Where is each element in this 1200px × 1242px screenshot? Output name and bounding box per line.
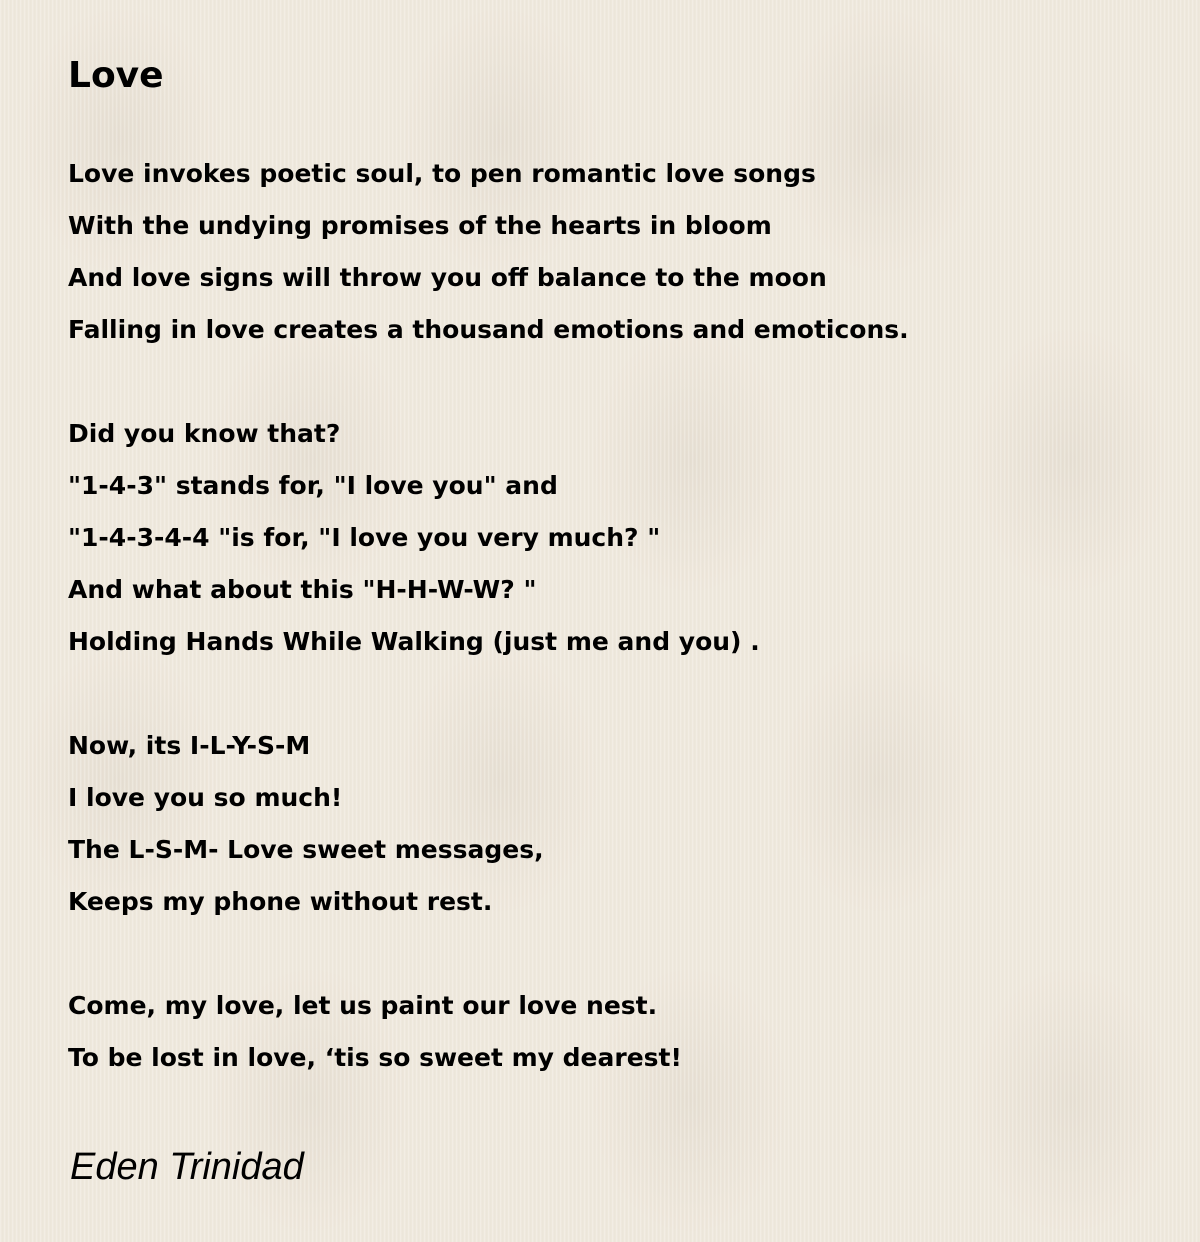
poem-line: Falling in love creates a thousand emotions and emoticons.	[68, 315, 909, 344]
poem-line: Come, my love, let us paint our love nest.	[68, 991, 658, 1020]
stanza-3	[68, 720, 1148, 928]
poem-line: Keeps my phone without rest.	[68, 887, 493, 916]
poem-line: Holding Hands While Walking (just me and you) .	[68, 627, 760, 656]
stanza-1	[68, 148, 1148, 356]
poem-line: And love signs will throw you off balance to the moon	[68, 263, 827, 292]
poem-line: Did you know that?	[68, 419, 341, 448]
poem-title: Love	[68, 55, 164, 96]
poem-line: Now, its I-L-Y-S-M	[68, 731, 311, 760]
poem-line: To be lost in love, ‘tis so sweet my dearest!	[68, 1043, 682, 1072]
poem-line: Love invokes poetic soul, to pen romantic love songs	[68, 159, 816, 188]
poem-line: And what about this "H-H-W-W? "	[68, 575, 537, 604]
poem-author: Eden Trinidad	[70, 1146, 304, 1188]
poem-line: I love you so much!	[68, 783, 343, 812]
poem-card	[68, 50, 1148, 1084]
poem-line: "1-4-3-4-4 "is for, "I love you very much? "	[68, 523, 661, 552]
stanza-4	[68, 980, 1148, 1084]
poem-line: The L-S-M- Love sweet messages,	[68, 835, 544, 864]
poem-line: With the undying promises of the hearts in bloom	[68, 211, 772, 240]
poem-line: "1-4-3" stands for, "I love you" and	[68, 471, 558, 500]
stanza-2	[68, 408, 1148, 668]
poem-body	[68, 148, 1148, 1084]
